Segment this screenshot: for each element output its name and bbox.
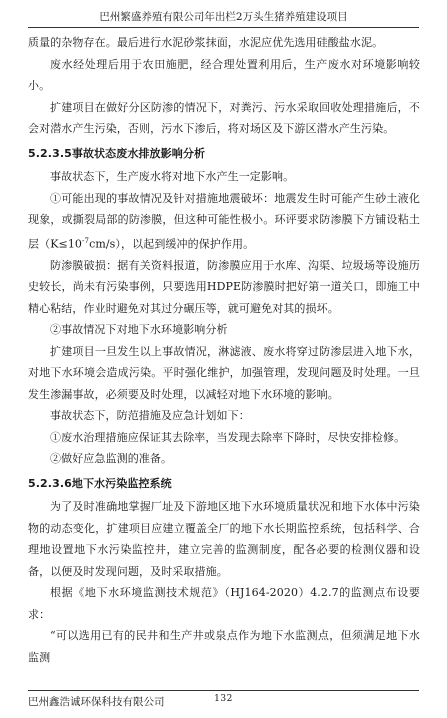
paragraph: 质量的杂物存在。最后进行水泥砂浆抹面，水泥应优先选用硅酸盐水泥。	[28, 36, 384, 49]
section-heading: 5.2.3.6地下水污染监控系统	[28, 476, 172, 490]
paragraph-text: cm/s），以起到缓冲的保护作用。	[89, 237, 255, 251]
page-header: 巴州繁盛养殖有限公司年出栏2万头生猪养殖建设项目	[28, 10, 419, 28]
paragraph: 扩建项目一旦发生以上事故情况，淋滤液、废水将穿过防渗层进入地下水，对地下水环境会造成污染。平时强化维护，加强管理，发现问题及时处理。一旦发生渗漏事故，必须要及时处理，以减轻对地下水环境的影响。	[28, 344, 420, 401]
paragraph-text: ①可能出现的事故情况及针对措施地震破坏：地震发生时可能产生砂土液化现象，或撕裂局部的防渗膜，但这种可能性极小。环评要求防渗膜下方铺设粘土层（K≤10	[28, 191, 420, 251]
paragraph: 防渗膜破损：据有关资料报道，防渗膜应用于水库、沟渠、垃圾场等设施历史较长，尚未有污染事例，只要选用HDPE防渗膜时把好第一道关口，即施工中精心粘结，作业时避免对其过分碾压等，就可避免对其的损坏。	[28, 258, 420, 315]
paragraph: 废水经处理后用于农田施肥，经合理处置利用后，生产废水对环境影响较小。	[28, 57, 420, 92]
paragraph: 事故状态下，生产废水将对地下水产生一定影响。	[50, 170, 295, 183]
exponent: -7	[82, 236, 90, 245]
paragraph: 扩建项目在做好分区防渗的情况下，对粪污、污水采取回收处理措施后，不会对潜水产生污染，否则，污水下渗后，将对场区及下游区潜水产生污染。	[28, 100, 420, 135]
section-heading: 5.2.3.5事故状态废水排放影响分析	[28, 146, 206, 160]
paragraph: ①废水治理措施应保证其去除率，当发现去除率下降时，尽快安排检修。	[50, 430, 406, 444]
paragraph: 为了及时准确地掌握厂址及下游地区地下水环境质量状况和地下水体中污染物的动态变化，扩建项目应建立覆盖全厂的地下水长期监控系统，包括科学、合理地设置地下水污染监控井，建立完善的监测制度，配各必要的检测仪器和设备，以便及时发现问题，及时采取措施。	[28, 500, 420, 578]
paragraph: “可以选用已有的民井和生产井或泉点作为地下水监测点，但须满足地下水监测	[28, 629, 420, 664]
paragraph	[28, 188, 420, 255]
footer-company: 巴州鑫浩诚环保科技有限公司	[28, 696, 165, 708]
paragraph: 根据《地下水环境监测技术规范》（HJ164-2020）4.2.7的监测点布设要求：	[28, 586, 420, 621]
paragraph: ②事故情况下对地下水环境影响分析	[50, 323, 228, 337]
paragraph: ②做好应急监测的准备。	[50, 452, 173, 466]
paragraph: 事故状态下，防范措施及应急计划如下：	[50, 409, 250, 423]
footer-divider	[28, 690, 419, 691]
document-body	[28, 32, 420, 668]
page-number: 132	[214, 694, 233, 704]
